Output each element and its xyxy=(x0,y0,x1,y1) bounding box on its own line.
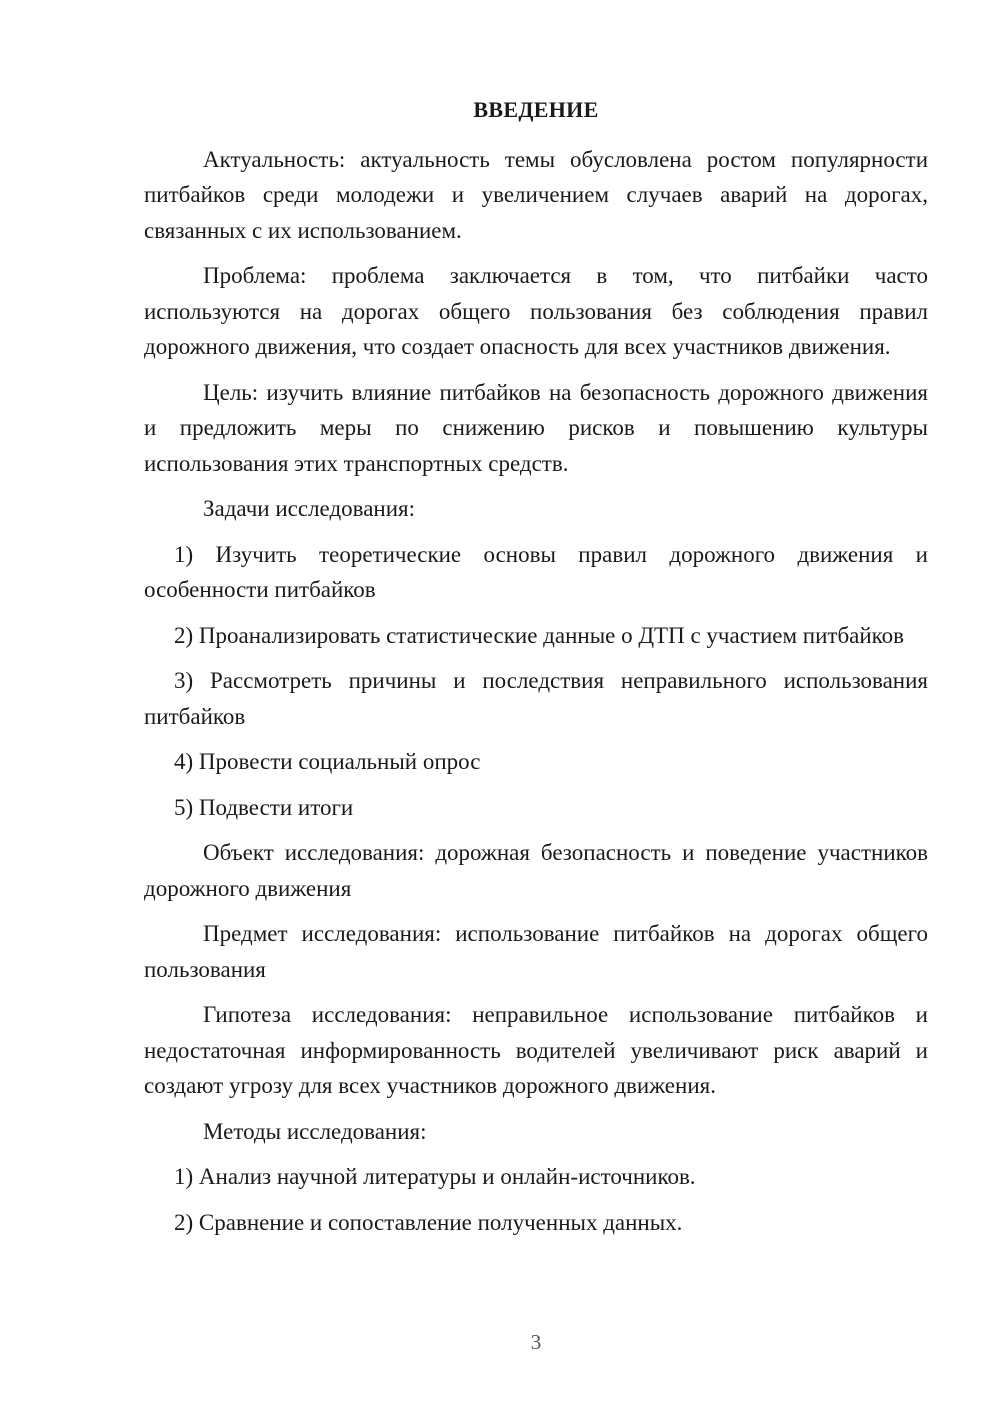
problem-paragraph: Проблема: проблема заключается в том, что питбайки часто используются на дорогах общего пользования без соблюдения правил дорожного движения, что создает опасность для всех участников движения. xyxy=(144,263,928,359)
page-title: ВВЕДЕНИЕ xyxy=(473,97,599,122)
task-item: 1) Изучить теоретические основы правил дорожного движения и особенности питбайков xyxy=(144,541,928,602)
methods-heading: Методы исследования: xyxy=(203,1118,427,1144)
task-item: 2) Проанализировать статистические данные о ДТП с участием питбайков xyxy=(174,622,905,648)
hypothesis-paragraph: Гипотеза исследования: неправильное использование питбайков и недостаточная информированность водителей увеличивают риск аварий и создают угрозу для всех участников дорожного движения. xyxy=(144,1002,928,1098)
task-item: 4) Провести социальный опрос xyxy=(174,749,481,774)
relevance-paragraph: Актуальность: актуальность темы обусловлена ростом популярности питбайков среди молодежи и увеличением случаев аварий на дорогах, связанных с их использованием. xyxy=(144,146,928,243)
goal-paragraph: Цель: изучить влияние питбайков на безопасность дорожного движения и предложить меры по снижению рисков и повышению культуры использования этих транспортных средств. xyxy=(144,379,928,476)
tasks-heading: Задачи исследования: xyxy=(203,496,416,521)
method-item: 1) Анализ научной литературы и онлайн-источников. xyxy=(174,1164,696,1189)
method-item: 2) Сравнение и сопоставление полученных данных. xyxy=(174,1209,683,1235)
object-paragraph: Объект исследования: дорожная безопасность и поведение участников дорожного движения xyxy=(144,840,928,901)
subject-paragraph: Предмет исследования: использование питбайков на дорогах общего пользования xyxy=(144,921,928,982)
document-page xyxy=(144,92,928,1250)
task-item: 5) Подвести итоги xyxy=(174,794,354,820)
task-item: 3) Рассмотреть причины и последствия неправильного использования питбайков xyxy=(144,668,928,729)
page-number: 3 xyxy=(530,1330,542,1354)
